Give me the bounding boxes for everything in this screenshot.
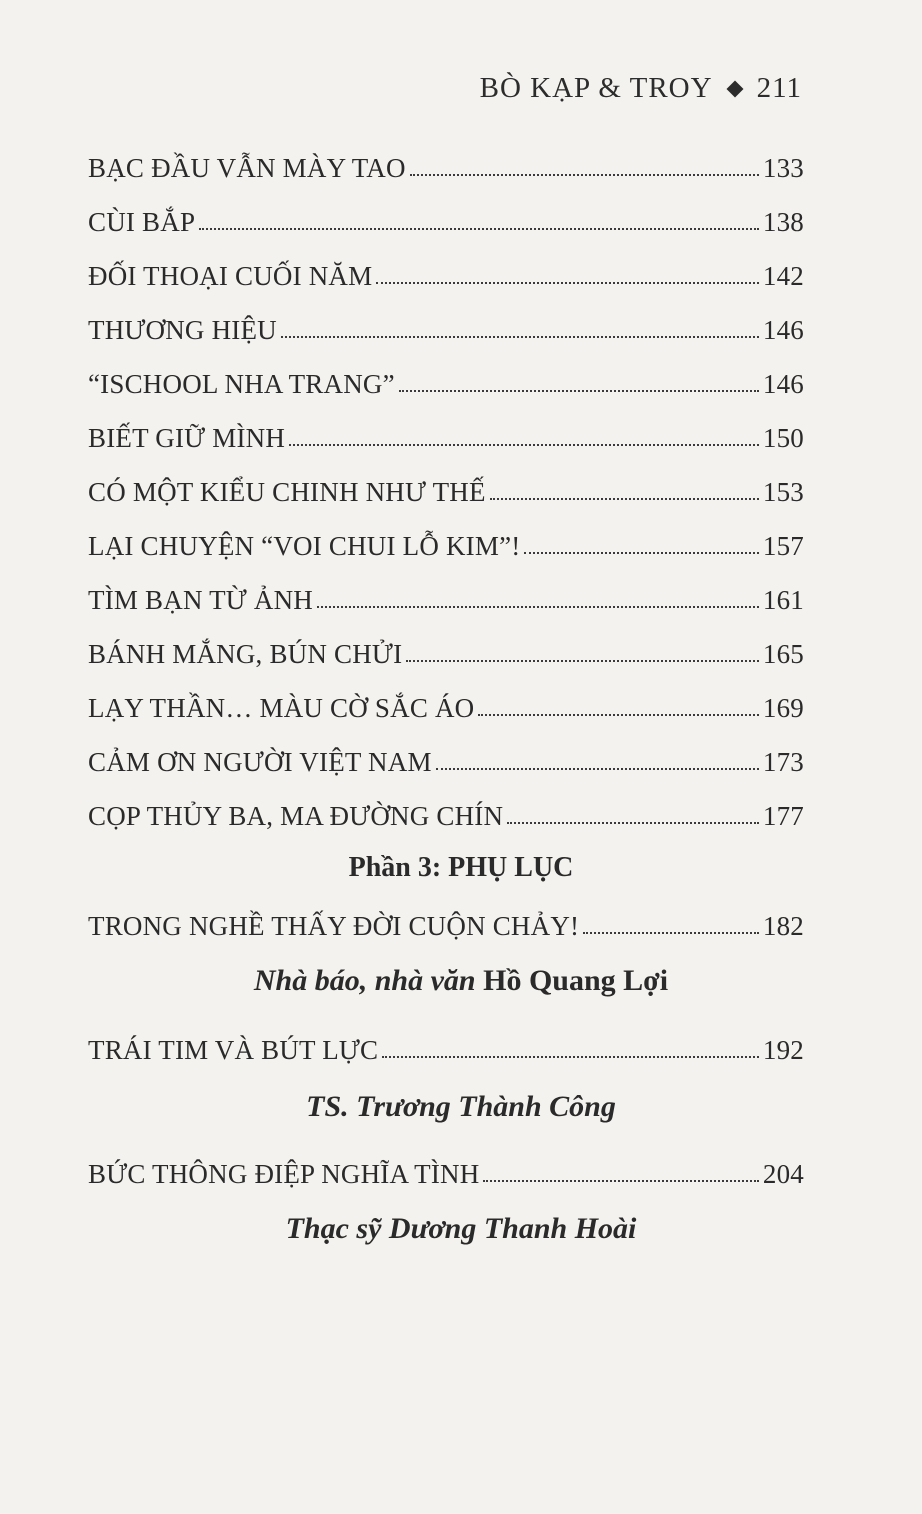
toc-entry[interactable]	[88, 526, 804, 562]
author-role: TS. Trương Thành Công	[306, 1090, 616, 1123]
dot-leader	[483, 1179, 758, 1182]
dot-leader	[524, 551, 758, 554]
author-byline	[0, 1090, 922, 1124]
toc-entry[interactable]	[88, 310, 804, 346]
section-heading: Phần 3: PHỤ LỤC	[348, 852, 574, 883]
entry-page: 133	[762, 153, 804, 183]
entry-page: 173	[762, 747, 804, 777]
entry-page: 169	[762, 693, 804, 723]
entry-title: BẠC ĐẦU VẪN MÀY TAO	[88, 153, 406, 183]
author-role: Nhà báo, nhà văn	[253, 964, 476, 997]
entry-page: 177	[762, 801, 804, 831]
entry-page: 146	[762, 315, 804, 345]
entry-title: TRONG NGHỀ THẤY ĐỜI CUỘN CHẢY!	[88, 911, 580, 941]
toc-entry[interactable]	[88, 148, 804, 184]
dot-leader	[199, 227, 759, 230]
book-title: BÒ KẠP & TROY	[479, 72, 713, 104]
toc-entry[interactable]	[88, 906, 804, 942]
page-number: 211	[756, 72, 802, 104]
toc-entry[interactable]	[88, 688, 804, 724]
toc-entry[interactable]	[88, 256, 804, 292]
author-byline	[0, 964, 922, 998]
entry-title: TRÁI TIM VÀ BÚT LỰC	[88, 1035, 379, 1065]
toc-entry[interactable]	[88, 418, 804, 454]
entry-title: LẠI CHUYỆN “VOI CHUI LỖ KIM”!	[88, 531, 521, 561]
entry-title: BỨC THÔNG ĐIỆP NGHĨA TÌNH	[88, 1159, 480, 1189]
toc-entry[interactable]	[88, 580, 804, 616]
dot-leader	[376, 281, 759, 284]
diamond-icon	[726, 80, 743, 97]
toc-entry[interactable]	[88, 472, 804, 508]
toc-entry[interactable]	[88, 1154, 804, 1190]
toc-entry[interactable]	[88, 1030, 804, 1066]
entry-page: 150	[762, 423, 804, 453]
entry-page: 153	[762, 477, 804, 507]
entry-page: 138	[762, 207, 804, 237]
dot-leader	[490, 497, 759, 500]
toc-entry[interactable]	[88, 634, 804, 670]
author-name: Hồ Quang Lợi	[483, 964, 669, 997]
entry-title: TÌM BẠN TỪ ẢNH	[88, 585, 313, 615]
entry-page: 157	[762, 531, 804, 561]
dot-leader	[289, 443, 759, 446]
entry-page: 165	[762, 639, 804, 669]
dot-leader	[436, 767, 759, 770]
dot-leader	[478, 713, 759, 716]
dot-leader	[281, 335, 759, 338]
entry-title: CÓ MỘT KIỂU CHINH NHƯ THẾ	[88, 477, 486, 507]
entry-page: 161	[762, 585, 804, 615]
toc-entry[interactable]	[88, 364, 804, 400]
entry-title: LẠY THẦN… MÀU CỜ SẮC ÁO	[88, 693, 475, 723]
entry-title: ĐỐI THOẠI CUỐI NĂM	[88, 261, 373, 291]
dot-leader	[399, 389, 759, 392]
dot-leader	[583, 931, 759, 934]
entry-title: CÙI BẮP	[88, 207, 196, 237]
entry-page: 182	[762, 911, 804, 941]
entry-page: 142	[762, 261, 804, 291]
dot-leader	[317, 605, 759, 608]
toc-entry[interactable]	[88, 202, 804, 238]
author-byline	[0, 1212, 922, 1246]
toc-entry[interactable]	[88, 796, 804, 832]
author-role: Thạc sỹ Dương Thanh Hoài	[285, 1212, 637, 1245]
dot-leader	[410, 173, 759, 176]
entry-page: 192	[762, 1035, 804, 1065]
entry-page: 204	[762, 1159, 804, 1189]
entry-title: THƯƠNG HIỆU	[88, 315, 277, 345]
dot-leader	[507, 821, 759, 824]
running-header	[480, 72, 802, 105]
entry-title: BIẾT GIỮ MÌNH	[88, 423, 286, 453]
entry-page: 146	[762, 369, 804, 399]
entry-title: CẢM ƠN NGƯỜI VIỆT NAM	[88, 747, 432, 777]
dot-leader	[406, 659, 759, 662]
entry-title: CỌP THỦY BA, MA ĐƯỜNG CHÍN	[88, 801, 504, 831]
entry-title: BÁNH MẮNG, BÚN CHỬI	[88, 639, 403, 669]
toc-entry[interactable]	[88, 742, 804, 778]
entry-title: “ISCHOOL NHA TRANG”	[88, 369, 395, 399]
dot-leader	[382, 1055, 759, 1058]
